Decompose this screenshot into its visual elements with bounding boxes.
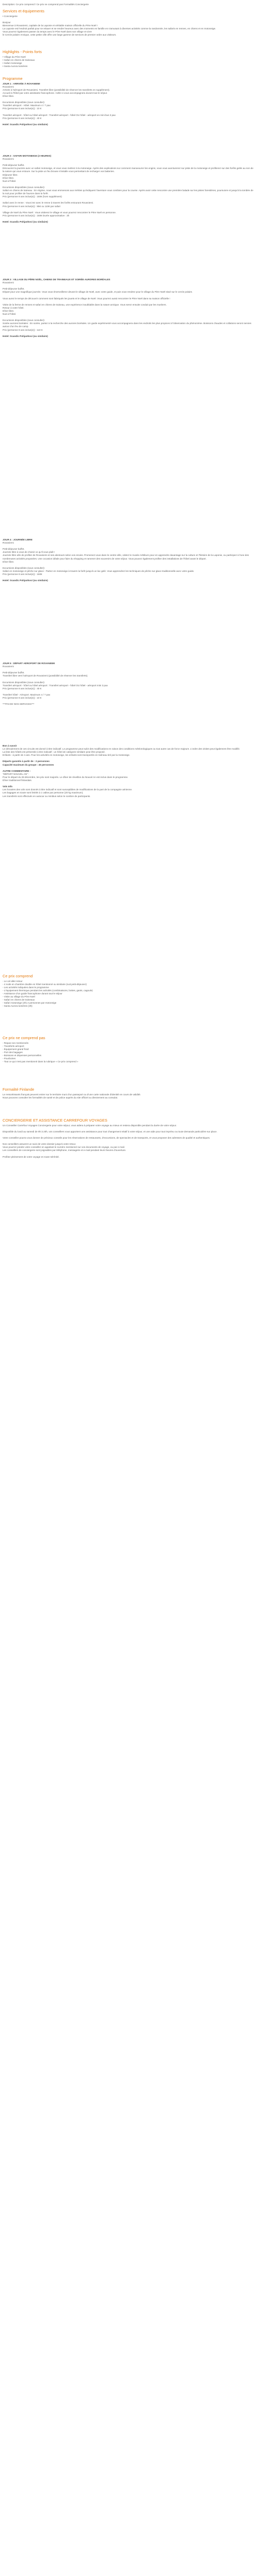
day-line: Arrivée à l'aéroport de Rovaniemi. Transfert libre (possibilité de réserver les transferts en supplément). bbox=[3, 88, 110, 91]
included-item: - Santa Aurora lumières (3h) bbox=[3, 1005, 33, 1008]
excluded-item: - Pourboires bbox=[3, 1057, 16, 1060]
conciergerie-line: Nos conseillers assurent un suivi de votre dossier jusqu'à votre retour. bbox=[3, 1143, 76, 1146]
day-line: Dîner libre. bbox=[3, 560, 14, 563]
day-line: Découvrez la journée avec un safari motoneige, et vous vous mettrez à la motoneige. Après des explications sur comment manoeuvrer les engins, vous vous aventurerez sur piste de la motoneige et profiterez sur des forêts gelés au son de la nature qui vous entoure. Sur la piste un feu brouse s'installe vous permettant de recharger vos batteries. bbox=[3, 167, 253, 173]
excluded-item: - Tout ce qui n'est pas mentionné dans la rubrique « Ce prix comprend » bbox=[3, 1060, 78, 1063]
day-line: Safari en motoneige et pêche sur glace : Partez en motoneige à travers la forêt jusqu'à un lac gelé. Vous apprendrez les techniques de pêche sur glace traditionnelle avec votre guide. bbox=[3, 569, 195, 572]
info-line: Dîner traditionnel finlandais. bbox=[3, 779, 32, 782]
conciergerie-section bbox=[3, 1118, 255, 1159]
conciergerie-line: Votre conseiller pourra vous donner de précieux conseils pour les réservations de restaurants, d'excursions, de spectacles et de transports, et vous proposer des adresses de qualité et authentiques. bbox=[3, 1136, 211, 1139]
included-item: - Safari motoneige (2h) 2 personnes par motoneige bbox=[3, 1002, 57, 1005]
formalite-section bbox=[3, 1087, 255, 1099]
day-line: Prix (personne 8 ans inclus(e)) : 40 € bbox=[3, 116, 42, 120]
highlights-section bbox=[3, 49, 255, 68]
included-item: - Visite au village du Père Noël bbox=[3, 995, 35, 998]
conciergerie-line: Les conseillers de conciergerie sont joignables par téléphone, messagerie et e-mail pendant leurs heures d'ouverture. bbox=[3, 1149, 126, 1152]
day3-section bbox=[3, 278, 255, 338]
hotel-line: Hotel: Scandic Pohjanhovi (ou similaire) bbox=[3, 334, 48, 337]
end-of-services: ***FIN DE NOS SERVICES*** bbox=[3, 703, 35, 706]
day-line: Excursions disponibles (sous consulter): bbox=[3, 566, 45, 569]
intro-paragraph: La Laponie est l'endroit parfait pour se relaxer et se rendre heureux avec des moments en famille en s'amusant à diverses activités comme la randonnée, les safaris en rennes, en chiens et en motoneige. bbox=[3, 27, 216, 30]
day-line: Départ pour une magnifique journée. Vous vous émerveillerez devant le village de Noël, avec votre guide, et puis vous rendrez pour le village du Père Noël situé sur le cercle polaire. bbox=[3, 291, 193, 294]
day-line: Excursions disponibles (sous consulter): bbox=[3, 319, 45, 322]
excluded-item: - Port des bagages bbox=[3, 1050, 23, 1054]
intro-section bbox=[3, 3, 255, 37]
day-line: Village de Noël du Père Noël : Vous visiterez le village et vous pourrez rencontrer le Père Noël en personne. bbox=[3, 211, 117, 214]
excluded-item: - Repas non mentionnés bbox=[3, 1041, 29, 1044]
day-line: Dîner libre. bbox=[3, 176, 14, 179]
info-line: "DÉPART NOUVEL AN" : bbox=[3, 772, 29, 775]
day-title: JOUR 4 : JOURNÉE LIBRE bbox=[3, 538, 33, 541]
intro-paragraph: le Cercle polaire Arctique, cette petite ville offre une large gamme de services de premier ordre aux visiteurs. bbox=[3, 33, 117, 37]
day-line: Nuit à l'hôtel. bbox=[3, 179, 17, 182]
day-line: Accueil à l'hôtel par votre assistante francophone. Celle-ci vous accompagnera durant tout le séjour. bbox=[3, 91, 108, 94]
services-heading: Services et équipements bbox=[3, 9, 44, 14]
included-item: - L'équipement thermique pendant les activités (combinaisons, bottes, gants, cagoule) bbox=[3, 989, 93, 992]
day-line: Rovaniemi bbox=[3, 85, 14, 88]
day-line: Prix (personne 8 ans inclus(e)) : 40 € bbox=[3, 687, 42, 690]
day-line: Safari avec le renne : Vous irez avec le renne à travers les forêts entourant Rovaniemi. bbox=[3, 201, 94, 205]
day-line: Journée libre afin de profiter de Rovaniemi et ses alentours selon vos envies. Promenez-vous dans le centre-ville, visitez le musée Arktikum pour en apprendre davantage sur la culture et l'histoire de la Laponie, ou participez à l'une des nombreuses activités proposées. Une occasion idéale pour faire du shopping et ramener des souvenirs de votre séjour. Vous pouvez également profiter des installations de l'hôtel avant le départ. bbox=[3, 554, 249, 560]
day-title: JOUR 3 : VILLAGE DU PÈRE NOËL, CHIENS DE TRAINEAUX ET SOIRÉE AURORES BORÉALES bbox=[3, 278, 110, 281]
formalite-line: Nous pouvons consulter les formalités de santé et de police auprès du site officiel ou directement au consulat. bbox=[3, 1096, 118, 1099]
info-line: Le déroulement de ces circuits est donné à titre indicatif. Le programme peut subir des modifications en raison des conditions météorologiques ou tout autre cas de force majeure. L'ordre des visites peut également être modifié. bbox=[3, 748, 240, 751]
day-line: Prix (personne 8 ans inclus(e)) : 160€ (hors supplément) bbox=[3, 195, 62, 198]
day-line: Prix (personne 8 ans inclus(e)) : 10 € bbox=[3, 107, 42, 110]
greeting: Bonjour bbox=[3, 21, 11, 24]
ne-comprend-section bbox=[3, 1036, 255, 1063]
info-line: Pour le départ du 28 décembre, les prix sont majorés. Le dîner de réveillon du Nouvel An est inclus dans le programme. bbox=[3, 775, 128, 778]
formalite-line: Le ressortissants français peuvent entrer sur le territoire muni d'un passeport ou d'une carte nationale d'identité en cours de validité. bbox=[3, 1093, 141, 1096]
day-title: JOUR 1 : ARRIVÉE À ROVANIEMI bbox=[3, 82, 40, 85]
day-line: Petit-déjeuner buffet. bbox=[3, 671, 25, 674]
day2-section bbox=[3, 155, 255, 224]
day-line: Nuit à l'hôtel. bbox=[3, 313, 17, 316]
included-item: - Le vol aller-retour bbox=[3, 979, 23, 982]
highlight-item: • Village du Père Noël bbox=[3, 55, 26, 58]
ne-comprend-heading: Ce prix ne comprend pas bbox=[3, 1036, 45, 1040]
day-line: Petit-déjeuner buffet. bbox=[3, 287, 25, 291]
day-title: JOUR 2 : SAFARI MOTONEIGE (2 HEURES) bbox=[3, 155, 52, 157]
hotel-line: Hotel: Scandic Pohjanhovi (ou similaire) bbox=[3, 220, 48, 223]
day4-section bbox=[3, 538, 255, 582]
day-line: Prix (personne 8 ans inclus(e)) : 160€ Durée approximative : 3h bbox=[3, 214, 70, 217]
formalite-heading: Formalité Finlande bbox=[3, 1087, 35, 1092]
intro-paragraph: Vous pourrez également passer du temps avec le Père Noël dans son village et vivre bbox=[3, 30, 92, 33]
day-line: Dîner libre. bbox=[3, 309, 14, 312]
info-line: Capacité maximum du groupe : 45 personnes bbox=[3, 763, 54, 766]
hotel-line: Hotel: Scandic Pohjanhovi (ou similaire) bbox=[3, 123, 48, 126]
description-line: Description: Ce prix comprend / Ce prix ne comprend pas Formalités Conciergerie bbox=[3, 3, 89, 6]
highlight-item: • Safari en chiens de traineaux bbox=[3, 58, 35, 61]
day-line: Transfert libre vers l'aéroport de Rovaniemi (possibilité de réserver les transferts). bbox=[3, 674, 88, 677]
day-line: Prix (personne 8 ans inclus(e)) : 160€ bbox=[3, 573, 42, 576]
day-line: Rovaniemi bbox=[3, 541, 14, 545]
info-line: Départs garantis à partir de : 2 personnes bbox=[3, 760, 50, 763]
excluded-item: - Boissons et dépenses personnelles bbox=[3, 1054, 42, 1057]
intro-paragraph: Bienvenue à Rovaniemi, capitale de la Laponie et véritable maison officielle du Père Noël ! bbox=[3, 24, 98, 27]
day-line: Visite de la ferme de rennes et safari en chiens de traineau, une expérience inoubliable dans la nature arctique. Vous serez ensuite conduit par les mushers. bbox=[3, 303, 167, 306]
conciergerie-line: Un Conseiller Carrefour Voyages Conciergerie pour votre séjour, vous aidera à préparer votre voyage au mieux et restera disponible pendant la durée de votre séjour. bbox=[3, 1124, 177, 1127]
included-item: - Les activités indiquées dans le programme bbox=[3, 986, 49, 989]
vols-heading: Vols Info bbox=[3, 785, 13, 788]
day-line: Dîner libre. bbox=[3, 94, 14, 97]
day5-section bbox=[3, 662, 255, 706]
excluded-item: - Équipement grand froid bbox=[3, 1047, 29, 1050]
ce-prix-comprend-section bbox=[3, 974, 255, 1008]
day-line: Excursions disponibles (sous consulter): bbox=[3, 101, 45, 104]
day-line: Rovaniemi bbox=[3, 281, 14, 284]
excluded-item: - Transferts aéroport bbox=[3, 1044, 24, 1047]
day-line: Déjeuner libre. bbox=[3, 173, 18, 176]
day-line: Transfert aéroport - hôtel ou hôtel aéroport : Transfert aéroport - hôtel OU hôtel - aéroport mini 3 pax bbox=[3, 684, 108, 687]
day-line: Transfert aéroport - hôtel ou hôtel aéroport : Transfert aéroport - hôtel OU hôtel - aéroport en mini bus 3 pax bbox=[3, 113, 116, 116]
services-item: • Conciergerie bbox=[3, 14, 18, 18]
day-line: Prix (personne 8 ans inclus(e)) : 10 € bbox=[3, 697, 42, 700]
hotel-line: Hotel: Scandic Pohjanhovi (ou similaire) bbox=[3, 579, 48, 582]
day-line: Prix (personne 8 ans inclus(e)) : 95€ ou 110€ par safari bbox=[3, 205, 61, 208]
day-line: Soirée aurores boréales : En soirée, partez à la recherche des aurores boréales. Un guide expérimenté vous accompagnera dans les endroits les plus propices à l'observation du phénomène. Boissons chaudes et collations seront servies autour d'un feu de camp. bbox=[3, 322, 251, 328]
ce-prix-heading: Ce prix comprend bbox=[3, 974, 33, 978]
info-line: Enfants : à partir de 4 ans. Pour les activités en motoneige, les enfants sont transportés en traîneau tiré par la motoneige. bbox=[3, 754, 130, 757]
info-line: Les horaires des vols sont donnés à titre indicatif et sont susceptibles de modifications de la part de la compagnie aérienne. bbox=[3, 788, 133, 791]
conciergerie-heading: CONCIERGERIE ET ASSISTANCE CARREFOUR VOYAGES bbox=[3, 1118, 107, 1123]
day-line: Vous aurez le temps de découvrir comment sont fabriqués les jouets et le village de Noël. Vous pourrez aussi rencontrer le Père Noël dans sa maison officielle ! bbox=[3, 297, 170, 300]
day-line: Retour à votre hôtel. bbox=[3, 306, 24, 309]
day-line: Transfert hôtel - Aéroport. Maximum 4 / 7 pax bbox=[3, 693, 51, 696]
conciergerie-line: Profitez pleinement de votre voyage en toute sérénité. bbox=[3, 1155, 60, 1158]
bon-a-savoir-section bbox=[3, 744, 255, 798]
day-line: Rovaniemi bbox=[3, 158, 14, 161]
day-line: Rovaniemi bbox=[3, 665, 14, 668]
bon-a-savoir-heading: Bon à savoir bbox=[3, 744, 17, 747]
day-line: Safari en chiens de traineau : En régime, nous vous emmenons aux mérites qu'indiquent l'aventure vous combien pour la course. Après avoir cette rencontre une première balade sur les pistes forestières, poursuivre et jusqu'à la tombée de la nuit pour profiter de l'aurore dans la forêt. bbox=[3, 189, 253, 195]
day-line: Petit-déjeuner buffet. bbox=[3, 164, 25, 167]
included-item: - Safari en chiens de traineaux bbox=[3, 998, 35, 1002]
programme-heading: Programme bbox=[3, 76, 23, 81]
day-line: Transfert aéroport - Hôtel. Maximum 4 / 7 pax bbox=[3, 104, 51, 107]
day-line: Excursions disponibles (sous consulter): bbox=[3, 681, 45, 684]
day-title: JOUR 5 : DÉPART AÉROPORT DE ROVANIEMI bbox=[3, 662, 55, 665]
day-line: Prix (personne 8 ans inclus(e)) : 110 € bbox=[3, 328, 43, 331]
info-line: Les transferts sont effectués en autocar ou minibus selon le nombre de participants. bbox=[3, 794, 91, 798]
info-line: La liste des hôtels est présentée à titre indicatif ; un hôtel de catégorie similaire peut être proposé. bbox=[3, 751, 105, 754]
programme-section bbox=[3, 76, 255, 126]
info-line: AUTRE COMMENTAIRE : bbox=[3, 769, 31, 772]
highlights-heading: Highlights - Points forts bbox=[3, 49, 42, 54]
day-line: Journée libre à vous de choisir ce qu'il vous plaît ! bbox=[3, 551, 55, 554]
included-item: - Assistance d'un guide francophone durant tout le séjour bbox=[3, 992, 62, 995]
day-line: Petit-déjeuner buffet. bbox=[3, 548, 25, 551]
conciergerie-line: Vous pourrez joindre votre conseiller en appelant le numéro mentionné sur vos documents de voyage, ou par e-mail. bbox=[3, 1146, 125, 1149]
day-line: Excursions disponibles (sous consulter): bbox=[3, 185, 45, 189]
highlight-item: • Santa Aurora lumières bbox=[3, 64, 28, 67]
included-item: - 4 nuits en chambre double en hôtel mentionné ou similaire (nuit petit-déjeuner) bbox=[3, 982, 87, 986]
highlight-item: • Safari motoneige bbox=[3, 61, 22, 64]
conciergerie-line: Disponible du lundi au samedi de 9h à 20h, vos conseillers vous apportent une assistance pour tout changement relatif à votre séjour, et une aide pour tout imprévu ou toute demande particulière sur place. bbox=[3, 1130, 217, 1133]
info-line: Les bagages en soute sont limités à 1 valise par personne (20 kg maximum). bbox=[3, 791, 84, 794]
